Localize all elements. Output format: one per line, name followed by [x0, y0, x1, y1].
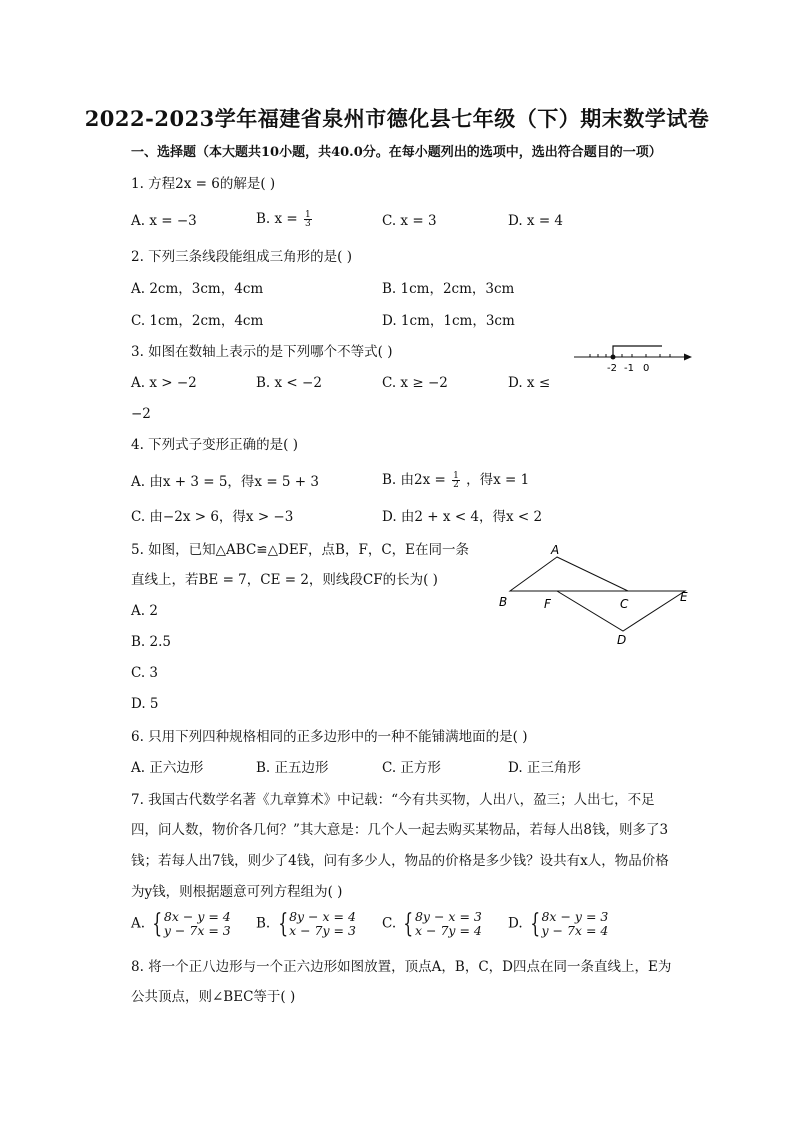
- q1-stem: 1. 方程2x = 6的解是( ): [131, 176, 276, 192]
- q4-option-b-fraction: [452, 472, 460, 489]
- q4-option-b-prefix: B. 由2x =: [382, 472, 446, 488]
- q5-option-d: D. 5: [131, 696, 159, 712]
- q8-stem-line1: 8. 将一个正八边形与一个正六边形如图放置，顶点A，B，C，D四点在同一条直线上，E为: [131, 959, 672, 975]
- q7-option-a-system: { 8x − y = 4 y − 7x = 3: [152, 909, 231, 939]
- q7-b-row2: x − 7y = 3: [289, 923, 356, 938]
- q1-option-d: D. x = 4: [508, 213, 564, 229]
- q4-option-a: A. 由x + 3 = 5，得x = 5 + 3: [131, 474, 319, 490]
- q1-b-denominator: 3: [305, 219, 311, 229]
- q7-c-row2: x − 7y = 4: [414, 923, 482, 938]
- q5-label-a: A: [551, 543, 560, 557]
- q7-option-c: [382, 910, 482, 938]
- q3-option-d-continued: −2: [131, 406, 151, 422]
- q3-axis-label-neg1: -1: [624, 363, 634, 374]
- q7-option-c-label: C.: [382, 915, 397, 932]
- q7-option-d-label: D.: [508, 915, 523, 932]
- q4-option-b: [382, 471, 529, 489]
- q5-label-b: B: [499, 595, 508, 609]
- q2-option-a: A. 2cm，3cm，4cm: [131, 281, 264, 297]
- q7-a-row1: 8x − y = 4: [163, 909, 231, 924]
- q5-label-c: C: [620, 597, 629, 611]
- q4-stem: 4. 下列式子变形正确的是( ): [131, 437, 298, 453]
- q7-d-row2: y − 7x = 4: [541, 923, 609, 938]
- q5-option-b: B. 2.5: [131, 634, 171, 650]
- q7-d-row1: 8x − y = 3: [541, 909, 609, 924]
- q4-option-d: D. 由2 + x < 4，得x < 2: [382, 509, 543, 525]
- q1-option-a: A. x = −3: [131, 213, 197, 229]
- q4-b-denominator: 2: [453, 480, 459, 490]
- q7-option-b-label: B.: [256, 915, 271, 932]
- exam-title: 2022-2023学年福建省泉州市德化县七年级（下）期末数学试卷: [84, 106, 710, 131]
- q2-option-c: C. 1cm，2cm，4cm: [131, 313, 264, 329]
- q5-label-f: F: [544, 597, 551, 611]
- q7-stem-line1: 7. 我国古代数学名著《九章算术》中记载：“今有共买物，人出八，盈三；人出七，不足: [131, 792, 655, 808]
- q6-option-a: A. 正六边形: [131, 760, 204, 776]
- section-header: 一、选择题（本大题共10小题，共40.0分。在每小题列出的选项中，选出符合题目的一项）: [131, 145, 662, 160]
- q1-option-c: C. x = 3: [382, 213, 437, 229]
- q7-option-d: [508, 910, 608, 938]
- q1-option-b: [256, 210, 314, 228]
- q2-option-d: D. 1cm，1cm，3cm: [382, 313, 515, 329]
- q3-option-b: B. x < −2: [256, 375, 322, 391]
- q3-option-a: A. x > −2: [131, 375, 197, 391]
- q3-option-c: C. x ≥ −2: [382, 375, 448, 391]
- q7-option-a: [131, 910, 231, 938]
- q3-axis-label-0: 0: [643, 363, 650, 374]
- q7-stem-line4: 为y钱，则根据题意可列方程组为( ): [131, 884, 343, 900]
- q4-option-c: C. 由−2x > 6，得x > −3: [131, 509, 294, 525]
- q7-stem-line2: 四，问人数，物价各几何？”其大意是：几个人一起去购买某物品，若每人出8钱，则多了3: [131, 822, 669, 838]
- q5-option-a: A. 2: [131, 603, 158, 619]
- q5-label-e: E: [680, 590, 688, 604]
- q7-option-b-system: { 8y − x = 4 x − 7y = 3: [277, 909, 356, 939]
- q6-stem: 6. 只用下列四种规格相同的正多边形中的一种不能铺满地面的是( ): [131, 729, 528, 745]
- q3-option-d: D. x ≤: [508, 375, 551, 391]
- q5-label-d: D: [617, 633, 627, 647]
- q5-option-c: C. 3: [131, 665, 159, 681]
- q7-c-row1: 8y − x = 3: [414, 909, 482, 924]
- q4-b-numerator: 1: [453, 471, 459, 481]
- q3-stem: 3. 如图在数轴上表示的是下列哪个不等式( ): [131, 344, 393, 360]
- q5-triangle-figure: [495, 540, 700, 650]
- q4-option-b-suffix: ，得x = 1: [466, 472, 530, 488]
- q1-option-b-prefix: B. x =: [256, 211, 298, 227]
- q8-stem-line2: 公共顶点，则∠BEC等于( ): [131, 989, 296, 1005]
- q6-option-c: C. 正方形: [382, 760, 441, 776]
- q5-stem-line2: 直线上，若BE = 7，CE = 2，则线段CF的长为( ): [131, 572, 438, 588]
- q3-axis-label-neg2: -2: [607, 363, 617, 374]
- q7-a-row2: y − 7x = 3: [163, 923, 231, 938]
- q2-option-b: B. 1cm，2cm，3cm: [382, 281, 515, 297]
- q2-stem: 2. 下列三条线段能组成三角形的是( ): [131, 249, 352, 265]
- q7-stem-line3: 钱；若每人出7钱，则少了4钱，问有多少人，物品的价格是多少钱？设共有x人，物品价格: [131, 853, 669, 869]
- q7-option-a-label: A.: [131, 915, 146, 932]
- q6-option-d: D. 正三角形: [508, 760, 581, 776]
- q1-option-b-fraction: [304, 211, 312, 228]
- q7-b-row1: 8y − x = 4: [289, 909, 356, 924]
- q7-option-b: [256, 910, 356, 938]
- q6-option-b: B. 正五边形: [256, 760, 329, 776]
- q3-number-line: [570, 340, 695, 376]
- q7-option-c-system: { 8y − x = 3 x − 7y = 4: [403, 909, 482, 939]
- q5-stem-line1: 5. 如图，已知△ABC≌△DEF，点B，F，C，E在同一条: [131, 542, 470, 558]
- q1-b-numerator: 1: [305, 210, 311, 220]
- q7-option-d-system: { 8x − y = 3 y − 7x = 4: [530, 909, 609, 939]
